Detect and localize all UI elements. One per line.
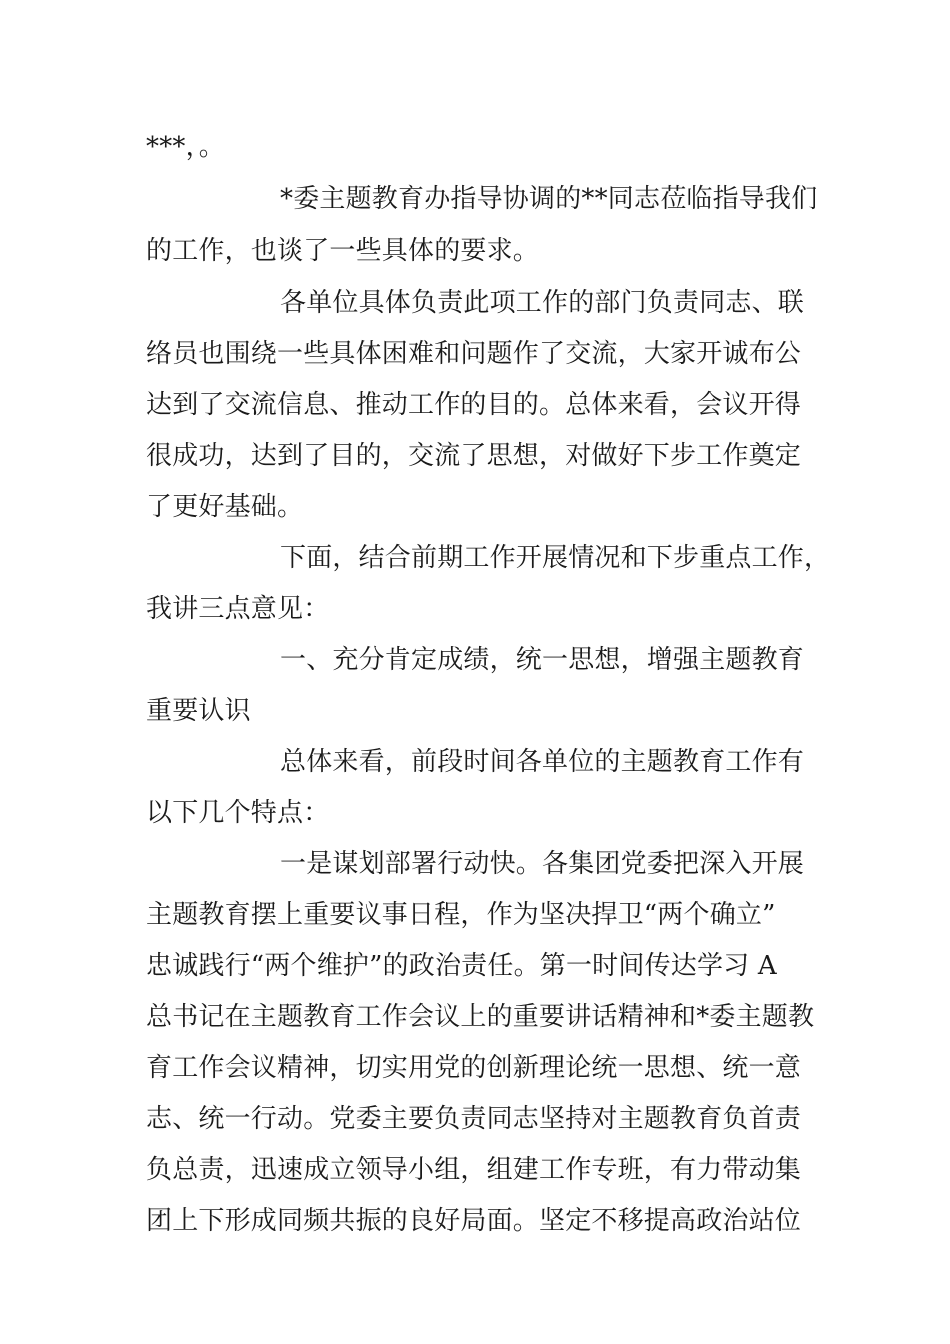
text-line: 我讲三点意见： bbox=[146, 594, 330, 624]
paragraph-start-line: 各单位具体负责此项工作的部门负责同志、联 bbox=[280, 288, 805, 318]
paragraph-start-line: 一是谋划部署行动快。各集团党委把深入开展 bbox=[280, 849, 805, 879]
text-line: 了更好基础。 bbox=[146, 492, 304, 522]
text-line: 团上下形成同频共振的良好局面。坚定不移提高政治站位 bbox=[146, 1206, 802, 1236]
text-line: 育工作会议精神，切实用党的创新理论统一思想、统一意 bbox=[146, 1053, 802, 1083]
section-heading-line: 一、充分肯定成绩，统一思想，增强主题教育 bbox=[280, 645, 805, 675]
text-line: 主题教育摆上重要议事日程，作为坚决捍卫“两个确立” bbox=[146, 900, 776, 930]
text-line: 总书记在主题教育工作会议上的重要讲话精神和*委主题教 bbox=[146, 1002, 815, 1032]
text-line: 负总责，迅速成立领导小组，组建工作专班，有力带动集 bbox=[146, 1155, 802, 1185]
text-line: 很成功，达到了目的，交流了思想，对做好下步工作奠定 bbox=[146, 441, 802, 471]
text-line: 忠诚践行“两个维护”的政治责任。第一时间传达学习 A bbox=[146, 951, 777, 981]
text-line: 的工作，也谈了一些具体的要求。 bbox=[146, 236, 540, 266]
text-line: 志、统一行动。党委主要负责同志坚持对主题教育负首责 bbox=[146, 1104, 802, 1134]
text-line: 以下几个特点： bbox=[146, 798, 330, 828]
section-heading-line: 重要认识 bbox=[146, 696, 251, 726]
paragraph-start-line: 下面，结合前期工作开展情况和下步重点工作， bbox=[280, 543, 831, 573]
text-line: 达到了交流信息、推动工作的目的。总体来看，会议开得 bbox=[146, 390, 802, 420]
paragraph-start-line: *委主题教育办指导协调的**同志莅临指导我们 bbox=[280, 184, 818, 214]
text-line: 络员也围绕一些具体困难和问题作了交流，大家开诚布公 bbox=[146, 339, 802, 369]
text-line: ***，。 bbox=[146, 132, 226, 162]
paragraph-start-line: 总体来看，前段时间各单位的主题教育工作有 bbox=[280, 747, 805, 777]
